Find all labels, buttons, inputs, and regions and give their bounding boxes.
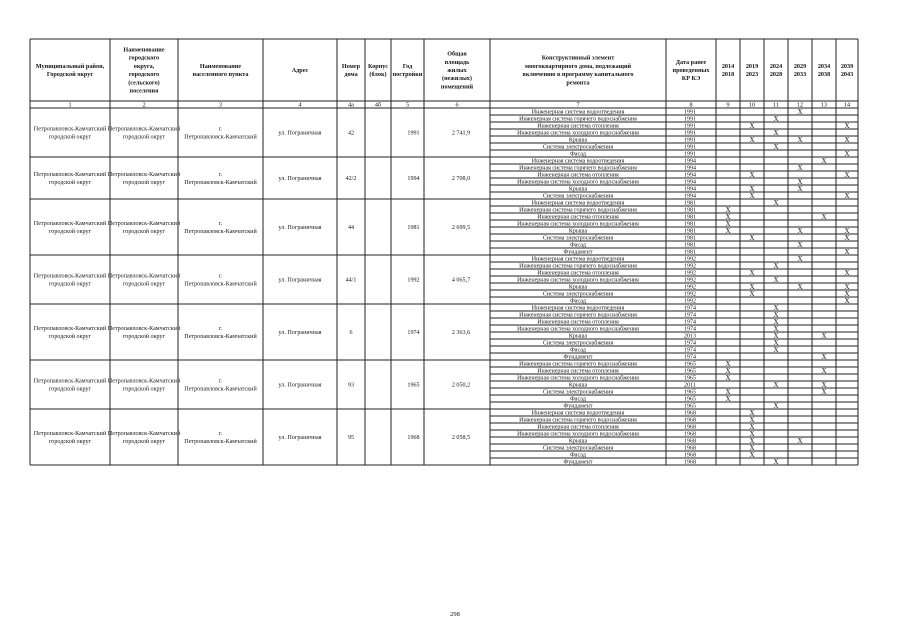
previous-repair-date: 1974 xyxy=(684,347,696,354)
previous-repair-date: 1991 xyxy=(684,109,696,116)
previous-repair-date: 1991 xyxy=(684,144,696,151)
element-name: Инженерная система горячего водоснабжения xyxy=(519,165,637,172)
column-number: 4б xyxy=(374,101,382,109)
previous-repair-date: 1981 xyxy=(684,221,696,228)
previous-repair-date: 1965 xyxy=(684,389,696,396)
element-name: Инженерная система водоотведения xyxy=(531,305,625,312)
previous-repair-date: 1981 xyxy=(684,214,696,221)
repair-period-mark: X xyxy=(773,142,779,151)
locality-cell: г. Петропавловск-Камчатский xyxy=(184,378,257,393)
column-number: 12 xyxy=(796,101,804,109)
element-name: Крыша xyxy=(568,382,588,389)
element-name: Система электроснабжения xyxy=(542,445,614,452)
element-name: Инженерная система отопления xyxy=(537,214,619,221)
repair-period-mark: X xyxy=(797,240,803,249)
table-header xyxy=(36,47,853,95)
column-number: 7 xyxy=(576,101,580,109)
repair-period-mark: X xyxy=(844,233,850,242)
previous-repair-date: 1974 xyxy=(684,354,696,361)
repair-period-mark: X xyxy=(773,331,779,340)
header-cell-13: 2024 2028 xyxy=(769,62,783,79)
repair-period-mark: X xyxy=(773,380,779,389)
header-cell-9: Конструктивный элемент многоквартирного дома, подлежащий включению в программу капитального ремонта xyxy=(522,54,634,87)
previous-repair-date: 2011 xyxy=(684,382,696,389)
element-name: Фундамент xyxy=(563,403,593,410)
repair-period-mark: X xyxy=(844,121,850,130)
column-number: 11 xyxy=(773,101,779,109)
element-name: Фундамент xyxy=(563,354,593,361)
element-name: Инженерная система водоотведения xyxy=(531,109,625,116)
municipality-cell: Петропавловск-Камчатский городской округ xyxy=(107,431,181,445)
element-name: Крыша xyxy=(568,284,588,291)
header-cell-3: Наименование населенного пункта xyxy=(192,62,249,79)
municipality-cell: Петропавловск-Камчатский городской округ xyxy=(107,221,181,235)
element-name: Инженерная система водоотведения xyxy=(531,410,625,417)
repair-period-mark: X xyxy=(749,268,755,277)
area-cell: 4 065,7 xyxy=(451,277,471,284)
municipality-cell: Петропавловск-Камчатский городской округ xyxy=(107,172,181,186)
locality-cell: г. Петропавловск-Камчатский xyxy=(184,326,257,340)
table-body xyxy=(34,108,850,466)
header-cell-4: Адрес xyxy=(291,67,309,74)
element-name: Инженерная система отопления xyxy=(537,319,619,326)
repair-period-mark: X xyxy=(749,429,755,438)
header-cell-2: Наименование городского округа, городского (сельского) поселения xyxy=(123,46,165,95)
header-cell-5: Номер дома xyxy=(341,62,361,79)
street-cell: ул. Пограничная xyxy=(278,176,322,182)
year-built-cell: 1991 xyxy=(407,130,420,137)
previous-repair-date: 1965 xyxy=(684,396,696,403)
repair-period-mark: X xyxy=(773,457,779,466)
repair-period-mark: X xyxy=(821,352,827,361)
header-cell-1: Муниципальный район, Городской округ xyxy=(35,62,105,79)
header-cell-10: Дата ранее проведенных КР КЭ xyxy=(672,58,710,83)
street-cell: ул. Пограничная xyxy=(278,382,322,389)
street-cell: ул. Пограничная xyxy=(278,130,322,137)
locality-cell: г. Петропавловск-Камчатский xyxy=(184,172,257,186)
house-number-cell: 44/1 xyxy=(345,277,357,284)
previous-repair-date: 1974 xyxy=(684,305,696,312)
area-cell: 2 363,6 xyxy=(451,330,471,336)
column-number: 2 xyxy=(142,101,146,109)
element-name: Инженерная система отопления xyxy=(537,368,619,375)
column-number: 4 xyxy=(298,101,302,109)
element-name: Инженерная система отопления xyxy=(537,270,619,277)
repair-period-mark: X xyxy=(821,156,827,165)
element-name: Крыша xyxy=(568,137,588,144)
previous-repair-date: 1992 xyxy=(684,277,696,284)
element-name: Инженерная система отопления xyxy=(537,123,619,130)
column-number: 5 xyxy=(405,101,410,109)
previous-repair-date: 1965 xyxy=(684,403,696,410)
repair-period-mark: X xyxy=(821,366,827,375)
area-cell: 2 699,5 xyxy=(451,225,471,231)
repair-period-mark: X xyxy=(844,282,850,291)
previous-repair-date: 1994 xyxy=(684,158,696,165)
municipality-cell: Петропавловск-Камчатский городской округ xyxy=(107,378,181,393)
year-built-cell: 1981 xyxy=(407,225,420,231)
previous-repair-date: 1981 xyxy=(684,200,696,207)
previous-repair-date: 1991 xyxy=(684,116,696,123)
street-cell: ул. Пограничная xyxy=(278,277,322,284)
repair-period-mark: X xyxy=(749,422,755,431)
previous-repair-date: 1991 xyxy=(684,130,696,137)
locality-cell: г. Петропавловск-Камчатский xyxy=(184,273,257,288)
element-name: Инженерная система холодного водоснабжения xyxy=(517,221,639,228)
repair-period-mark: X xyxy=(749,170,755,179)
locality-cell: г. Петропавловск-Камчатский xyxy=(184,221,257,235)
repair-period-mark: X xyxy=(749,450,755,459)
previous-repair-date: 1992 xyxy=(684,291,696,298)
municipality-cell: Петропавловск-Камчатский городской округ xyxy=(107,273,181,288)
element-name: Инженерная система холодного водоснабжения xyxy=(517,431,639,438)
street-cell: ул. Пограничная xyxy=(278,435,322,441)
repair-period-mark: X xyxy=(773,345,779,354)
column-number: 14 xyxy=(843,101,851,109)
column-number: 10 xyxy=(748,101,756,109)
previous-repair-date: 1994 xyxy=(684,179,696,186)
element-name: Система электроснабжения xyxy=(542,235,614,242)
previous-repair-date: 1992 xyxy=(684,256,696,263)
element-name: Фасад xyxy=(570,242,586,249)
district-cell: Петропавловск-Камчатский городской округ xyxy=(33,221,107,235)
header-cell-8: Общая площадь жилых (нежилых) помещений xyxy=(440,50,474,91)
previous-repair-date: 1968 xyxy=(684,431,696,438)
header-cell-6: Корпус (блок) xyxy=(368,62,388,79)
year-built-cell: 1974 xyxy=(407,330,420,336)
element-name: Инженерная система горячего водоснабжения xyxy=(519,263,637,270)
element-name: Инженерная система водоотведения xyxy=(531,200,625,207)
element-name: Инженерная система водоотведения xyxy=(531,158,625,165)
column-number: 4а xyxy=(348,101,354,109)
column-number: 9 xyxy=(726,101,730,109)
previous-repair-date: 1991 xyxy=(684,123,696,130)
previous-repair-date: 1994 xyxy=(684,186,696,193)
element-name: Крыша xyxy=(568,228,588,235)
header-cell-11: 2014 2018 xyxy=(721,62,735,79)
column-number: 3 xyxy=(218,101,223,109)
repair-period-mark: X xyxy=(797,436,803,445)
repair-period-mark: X xyxy=(749,191,755,200)
previous-repair-date: 1994 xyxy=(684,172,696,179)
element-name: Инженерная система горячего водоснабжения xyxy=(519,116,637,123)
repair-period-mark: X xyxy=(797,254,803,263)
element-name: Инженерная система холодного водоснабжения xyxy=(517,326,639,333)
element-name: Фасад xyxy=(570,347,586,354)
previous-repair-date: 1981 xyxy=(684,249,696,256)
previous-repair-date: 1991 xyxy=(684,151,696,158)
previous-repair-date: 1992 xyxy=(684,270,696,277)
previous-repair-date: 1992 xyxy=(684,298,696,305)
repair-period-mark: X xyxy=(749,121,755,130)
repair-period-mark: X xyxy=(725,219,731,228)
repair-period-mark: X xyxy=(797,226,803,235)
street-cell: ул. Пограничная xyxy=(278,330,322,336)
house-number-cell: 42/2 xyxy=(345,176,357,182)
element-name: Система электроснабжения xyxy=(542,340,614,347)
repair-period-mark: X xyxy=(844,296,850,305)
repair-period-mark: X xyxy=(773,401,779,410)
repair-period-mark: X xyxy=(773,128,779,137)
repair-period-mark: X xyxy=(773,114,779,123)
district-cell: Петропавловск-Камчатский городской округ xyxy=(33,431,107,445)
previous-repair-date: 1968 xyxy=(684,417,696,424)
repair-period-mark: X xyxy=(773,310,779,319)
repair-period-mark: X xyxy=(773,261,779,270)
element-name: Инженерная система холодного водоснабжения xyxy=(517,130,639,137)
previous-repair-date: 1968 xyxy=(684,459,696,466)
element-name: Инженерная система холодного водоснабжения xyxy=(517,375,639,382)
previous-repair-date: 1992 xyxy=(684,263,696,270)
previous-repair-date: 1965 xyxy=(684,375,696,382)
header-cell-16: 2039 2043 xyxy=(840,62,854,79)
previous-repair-date: 1981 xyxy=(684,235,696,242)
previous-repair-date: 1994 xyxy=(684,193,696,200)
house-number-cell: 93 xyxy=(347,382,355,389)
element-name: Крыша xyxy=(568,438,588,445)
repair-period-mark: X xyxy=(797,135,803,144)
element-name: Крыша xyxy=(568,333,588,340)
house-number-cell: 44 xyxy=(347,225,355,231)
previous-repair-date: 2013 xyxy=(684,333,696,340)
element-name: Фасад xyxy=(570,396,586,403)
house-number-cell: 6 xyxy=(349,330,353,336)
repair-period-mark: X xyxy=(749,289,755,298)
repair-period-mark: X xyxy=(821,331,827,340)
repair-period-mark: X xyxy=(844,289,850,298)
column-number: 6 xyxy=(455,101,459,109)
element-name: Инженерная система отопления xyxy=(537,172,619,179)
repair-period-mark: X xyxy=(725,205,731,214)
previous-repair-date: 1994 xyxy=(684,165,696,172)
previous-repair-date: 1991 xyxy=(684,137,696,144)
previous-repair-date: 1981 xyxy=(684,207,696,214)
municipality-cell: Петропавловск-Камчатский городской округ xyxy=(107,326,181,340)
element-name: Инженерная система водоотведения xyxy=(531,256,625,263)
repair-period-mark: X xyxy=(725,359,731,368)
element-name: Инженерная система горячего водоснабжения xyxy=(519,361,637,368)
element-name: Фасад xyxy=(570,452,586,459)
previous-repair-date: 1968 xyxy=(684,424,696,431)
repair-period-mark: X xyxy=(797,107,803,116)
element-name: Фасад xyxy=(570,151,586,158)
repair-period-mark: X xyxy=(844,191,850,200)
area-cell: 2 741,9 xyxy=(451,130,471,137)
page-number: 298 xyxy=(450,611,460,618)
previous-repair-date: 1968 xyxy=(684,410,696,417)
repair-period-mark: X xyxy=(844,135,850,144)
repair-period-mark: X xyxy=(773,198,779,207)
locality-cell: г. Петропавловск-Камчатский xyxy=(184,126,257,141)
element-name: Фундамент xyxy=(563,249,593,256)
year-built-cell: 1965 xyxy=(407,382,420,389)
previous-repair-date: 1974 xyxy=(684,312,696,319)
repair-period-mark: X xyxy=(797,163,803,172)
municipality-cell: Петропавловск-Камчатский городской округ xyxy=(107,126,181,141)
repair-period-mark: X xyxy=(725,394,731,403)
area-cell: 2 050,2 xyxy=(451,382,471,389)
year-built-cell: 1994 xyxy=(407,176,420,182)
repair-period-mark: X xyxy=(844,247,850,256)
area-cell: 2 058,5 xyxy=(451,435,471,441)
repair-period-mark: X xyxy=(797,282,803,291)
element-name: Крыша xyxy=(568,186,588,193)
previous-repair-date: 1992 xyxy=(684,284,696,291)
street-cell: ул. Пограничная xyxy=(278,225,322,231)
column-number: 1 xyxy=(68,101,72,109)
previous-repair-date: 1965 xyxy=(684,368,696,375)
element-name: Инженерная система горячего водоснабжения xyxy=(519,417,637,424)
table-grid xyxy=(30,39,858,465)
previous-repair-date: 1968 xyxy=(684,438,696,445)
previous-repair-date: 1974 xyxy=(684,326,696,333)
district-cell: Петропавловск-Камчатский городской округ xyxy=(33,273,107,288)
element-name: Система электроснабжения xyxy=(542,291,614,298)
previous-repair-date: 1968 xyxy=(684,445,696,452)
repair-period-mark: X xyxy=(821,212,827,221)
locality-cell: г. Петропавловск-Камчатский xyxy=(184,431,257,445)
repair-period-mark: X xyxy=(725,373,731,382)
repair-period-mark: X xyxy=(773,303,779,312)
repair-period-mark: X xyxy=(773,324,779,333)
element-name: Инженерная система отопления xyxy=(537,424,619,431)
element-name: Фасад xyxy=(570,298,586,305)
district-cell: Петропавловск-Камчатский городской округ xyxy=(33,126,107,141)
district-cell: Петропавловск-Камчатский городской округ xyxy=(33,172,107,186)
repair-period-mark: X xyxy=(749,415,755,424)
repair-period-mark: X xyxy=(844,149,850,158)
repair-period-mark: X xyxy=(844,170,850,179)
repair-period-mark: X xyxy=(821,380,827,389)
header-cell-7: Год постройки xyxy=(392,62,423,79)
previous-repair-date: 1981 xyxy=(684,242,696,249)
district-cell: Петропавловск-Камчатский городской округ xyxy=(33,378,107,393)
element-name: Система электроснабжения xyxy=(542,389,614,396)
header-cell-14: 2029 2033 xyxy=(793,62,807,79)
element-name: Инженерная система холодного водоснабжения xyxy=(517,179,639,186)
header-cell-12: 2019 2023 xyxy=(745,62,759,79)
repair-period-mark: X xyxy=(773,338,779,347)
column-number-row xyxy=(68,101,850,108)
previous-repair-date: 1974 xyxy=(684,319,696,326)
repair-period-mark: X xyxy=(797,184,803,193)
repair-period-mark: X xyxy=(773,317,779,326)
repair-period-mark: X xyxy=(749,436,755,445)
column-number: 8 xyxy=(689,101,693,109)
element-name: Фундамент xyxy=(563,459,593,466)
house-number-cell: 95 xyxy=(347,435,355,441)
column-number: 13 xyxy=(820,101,828,109)
area-cell: 2 708,0 xyxy=(451,176,471,182)
repair-period-mark: X xyxy=(821,387,827,396)
repair-period-mark: X xyxy=(749,408,755,417)
previous-repair-date: 1965 xyxy=(684,361,696,368)
repair-period-mark: X xyxy=(749,443,755,452)
district-cell: Петропавловск-Камчатский городской округ xyxy=(33,326,107,340)
repair-period-mark: X xyxy=(844,226,850,235)
repair-period-mark: X xyxy=(725,366,731,375)
repair-period-mark: X xyxy=(749,282,755,291)
previous-repair-date: 1968 xyxy=(684,452,696,459)
repair-period-mark: X xyxy=(844,268,850,277)
repair-period-mark: X xyxy=(749,184,755,193)
header-cell-15: 2034 2038 xyxy=(817,62,831,79)
repair-period-mark: X xyxy=(749,233,755,242)
repair-period-mark: X xyxy=(773,275,779,284)
repair-period-mark: X xyxy=(725,226,731,235)
element-name: Инженерная система холодного водоснабжения xyxy=(517,277,639,284)
house-number-cell: 42 xyxy=(347,130,355,137)
element-name: Инженерная система горячего водоснабжения xyxy=(519,312,637,319)
repair-period-mark: X xyxy=(797,177,803,186)
previous-repair-date: 1974 xyxy=(684,340,696,347)
previous-repair-date: 1981 xyxy=(684,228,696,235)
year-built-cell: 1968 xyxy=(407,435,420,441)
element-name: Система электроснабжения xyxy=(542,144,614,151)
repair-period-mark: X xyxy=(725,212,731,221)
repair-period-mark: X xyxy=(725,387,731,396)
repair-period-mark: X xyxy=(749,135,755,144)
year-built-cell: 1992 xyxy=(407,277,420,284)
element-name: Инженерная система горячего водоснабжения xyxy=(519,207,637,214)
element-name: Система электроснабжения xyxy=(542,193,614,200)
